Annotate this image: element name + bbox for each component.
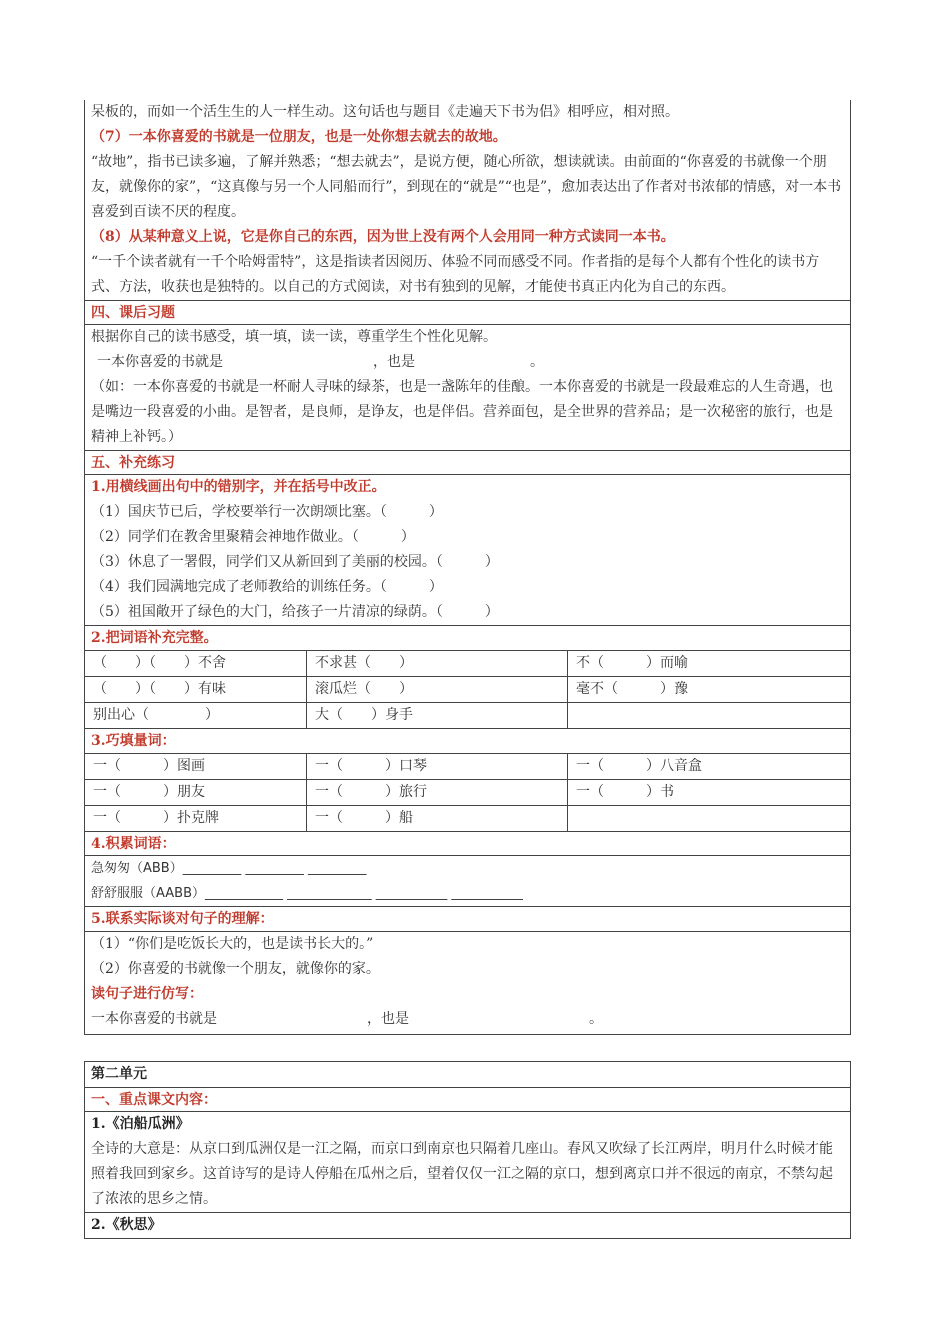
item8-title: （8）从某种意义上说，它是你自己的东西，因为世上没有两个人会用同一种方式读同一本书。 xyxy=(91,229,675,245)
item8-text: “一千个读者就有一千个哈姆雷特”，这是指读者因阅历、体验不同而感受不同。作者指的是每个人都有个性化的读书方式、方法，收获也是独特的。以自己的方式阅读，对书有独到的见解，才能使书真正内化为自己的东西。 xyxy=(91,254,820,295)
fill-part-b: ，也是 xyxy=(373,354,415,370)
table-cell: 一（ ）旅行 xyxy=(307,779,568,805)
section-4-line1: 根据你自己的读书感受，填一填，读一读，尊重学生个性化见解。 xyxy=(91,329,497,345)
fill-part-a: 一本你喜爱的书就是 xyxy=(97,354,223,370)
exercise-1-item: （5）祖国敞开了绿色的大门，给孩子一片清凉的绿荫。（ ） xyxy=(91,604,499,620)
exercise-6-title: 读句子进行仿写： xyxy=(91,986,203,1002)
exercise-6-fill xyxy=(85,1007,850,1032)
exercise-1-item: （3）休息了一署假，同学们又从新回到了美丽的校园。（ ） xyxy=(91,554,499,570)
intro-line: 呆板的，而如一个活生生的人一样生动。这句话也与题目《走遍天下书为侣》相呼应，相对照。 xyxy=(91,104,679,120)
exercise-3-title: 3.巧填量词： xyxy=(85,728,850,753)
exercise-4-line2: 舒舒服服（AABB）____________ _____________ ___________ ___________ xyxy=(91,886,523,901)
exercise-5-item: （2）你喜爱的书就像一个朋友，就像你的家。 xyxy=(91,961,380,977)
section-5-title: 五、补充练习 xyxy=(85,450,850,475)
table-cell: 一（ ）八音盒 xyxy=(568,753,850,779)
fill-part-a: 一本你喜爱的书就是 xyxy=(91,1011,217,1027)
exercise-4-title: 4.积累词语： xyxy=(85,831,850,856)
section-4-fill xyxy=(85,350,850,375)
unit-title: 第二单元 xyxy=(91,1066,147,1082)
exercise-5-title: 5.联系实际谈对句子的理解： xyxy=(85,906,850,931)
fill-part-c: 。 xyxy=(589,1011,603,1027)
table-cell: 一（ ）船 xyxy=(307,805,568,831)
exercise-1-title: 1.用横线画出句中的错别字，并在括号中改正。 xyxy=(91,479,386,495)
poem-1-text: 全诗的大意是：从京口到瓜洲仅是一江之隔，而京口到南京也只隔着几座山。春风又吹绿了长江两岸，明月什么时候才能照着我回到家乡。这首诗写的是诗人停船在瓜州之后，望着仅仅一江之隔的京口，想到离京口并不很远的南京，不禁勾起了浓浓的思乡之情。 xyxy=(91,1141,833,1207)
section-4-example: （如：一本你喜爱的书就是一杯耐人寻味的绿茶，也是一盏陈年的佳酿。一本你喜爱的书就是一段最难忘的人生奇遇，也是嘴边一段喜爱的小曲。是智者，是良师，是诤友，也是伴侣。营养面包，是全世界的营养品；是一次秘密的旅行，也是精神上补钙。） xyxy=(91,379,833,445)
table-cell: 一（ ）口琴 xyxy=(307,753,568,779)
unit-2-block xyxy=(84,1061,851,1239)
exercise-5-item: （1）“你们是吃饭长大的，也是读书长大的。” xyxy=(85,931,850,957)
table-cell: 不求甚（ ） xyxy=(307,650,568,676)
table-cell: 滚瓜烂（ ） xyxy=(307,676,568,702)
table-cell: 毫不（ ）豫 xyxy=(568,676,850,702)
exercise-4-line1: 急匆匆（ABB）_________ _________ _________ xyxy=(91,861,367,876)
table-cell: 一（ ）朋友 xyxy=(85,779,307,805)
exercise-1-item: （1）国庆节已后，学校要举行一次朗颂比塞。（ ） xyxy=(91,504,443,520)
item7-text: “故地”，指书已读多遍，了解并熟悉；“想去就去”，是说方便，随心所欲，想读就读。由前面的“你喜爱的书就像一个朋友，就像你的家”，“这真像与另一个人同船而行”，到现在的“就是”“也是”，愈加表达出了作者对书浓郁的情感，对一本书喜爱到百读不厌的程度。 xyxy=(91,154,842,220)
poem-1-title: 1.《泊船瓜洲》 xyxy=(91,1116,190,1132)
poem-2-title: 2.《秋思》 xyxy=(85,1212,850,1238)
section-1-title: 一、重点课文内容： xyxy=(85,1087,850,1112)
table-cell: （ ）（ ）不舍 xyxy=(85,650,307,676)
table-cell xyxy=(568,805,850,831)
table-cell xyxy=(568,702,850,728)
exercise-3-table xyxy=(85,753,850,831)
item7-title: （7）一本你喜爱的书就是一位朋友，也是一处你想去就去的故地。 xyxy=(91,129,507,145)
fill-part-c: 。 xyxy=(530,354,544,370)
table-cell: 别出心（ ） xyxy=(85,702,307,728)
table-cell: （ ）（ ）有味 xyxy=(85,676,307,702)
table-cell: 一（ ）图画 xyxy=(85,753,307,779)
exercise-2-table xyxy=(85,650,850,728)
exercise-1-item: （4）我们园满地完成了老师教给的训练任务。（ ） xyxy=(91,579,443,595)
exercise-2-title: 2.把词语补充完整。 xyxy=(85,625,850,650)
lesson-notes-block xyxy=(84,100,851,1035)
table-cell: 一（ ）书 xyxy=(568,779,850,805)
exercise-1-item: （2）同学们在教舍里聚精会神地作做业。（ ） xyxy=(91,529,415,545)
table-cell: 大（ ）身手 xyxy=(307,702,568,728)
fill-part-b: ，也是 xyxy=(367,1011,409,1027)
table-cell: 一（ ）扑克牌 xyxy=(85,805,307,831)
section-4-title: 四、课后习题 xyxy=(85,300,850,325)
table-cell: 不（ ）而喻 xyxy=(568,650,850,676)
